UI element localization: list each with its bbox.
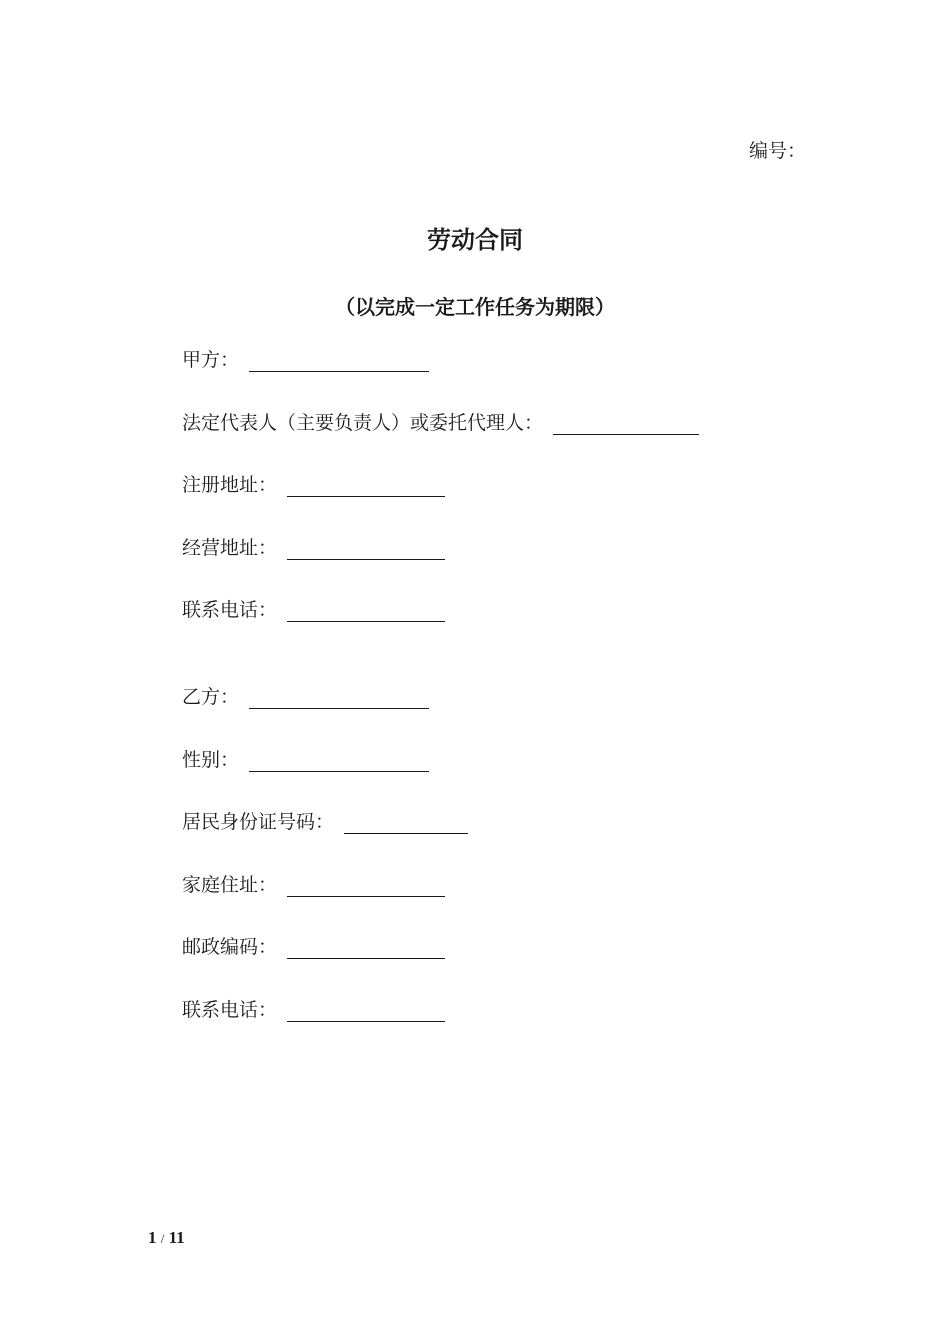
party-b-postal-code-blank[interactable]	[287, 936, 445, 959]
party-b-postal-code-label: 邮政编码：	[182, 936, 278, 958]
party-b-name-blank[interactable]	[249, 686, 429, 709]
party-b-gender-label: 性别：	[182, 749, 240, 771]
party-b-phone-blank[interactable]	[287, 999, 445, 1022]
party-a-phone-label: 联系电话：	[182, 599, 278, 621]
party-a-business-address-label: 经营地址：	[182, 537, 278, 559]
party-b-home-address-label: 家庭住址：	[182, 874, 278, 896]
party-b-gender-blank[interactable]	[249, 749, 429, 772]
party-b-gender-field	[182, 744, 429, 772]
party-a-phone-blank[interactable]	[287, 599, 445, 622]
page-separator: /	[160, 1231, 165, 1246]
total-pages: 11	[168, 1228, 185, 1247]
party-a-business-address-field	[182, 532, 445, 560]
party-a-representative-label: 法定代表人（主要负责人）或委托代理人：	[182, 412, 544, 434]
document-number-label: 编号：	[749, 140, 807, 162]
party-a-business-address-blank[interactable]	[287, 537, 445, 560]
party-a-name-blank[interactable]	[249, 349, 429, 372]
party-a-name-label: 甲方：	[182, 349, 240, 371]
party-a-phone-field	[182, 594, 445, 622]
page-number	[148, 1228, 185, 1248]
party-a-representative-field	[182, 407, 699, 435]
party-b-name-field	[182, 681, 429, 709]
party-b-id-number-field	[182, 806, 468, 834]
party-a-registered-address-blank[interactable]	[287, 474, 445, 497]
party-b-id-number-label: 居民身份证号码：	[182, 811, 335, 833]
document-subtitle: （以完成一定工作任务为期限）	[335, 295, 615, 319]
party-b-phone-field	[182, 994, 445, 1022]
document-title: 劳动合同	[427, 226, 523, 254]
party-a-registered-address-label: 注册地址：	[182, 474, 278, 496]
party-a-representative-blank[interactable]	[553, 412, 699, 435]
party-b-name-label: 乙方：	[182, 686, 240, 708]
party-b-phone-label: 联系电话：	[182, 999, 278, 1021]
party-b-home-address-blank[interactable]	[287, 874, 445, 897]
party-a-registered-address-field	[182, 469, 445, 497]
party-b-id-number-blank[interactable]	[344, 811, 468, 834]
current-page: 1	[148, 1228, 157, 1247]
party-b-postal-code-field	[182, 931, 445, 959]
party-a-name-field	[182, 344, 429, 372]
party-b-home-address-field	[182, 869, 445, 897]
